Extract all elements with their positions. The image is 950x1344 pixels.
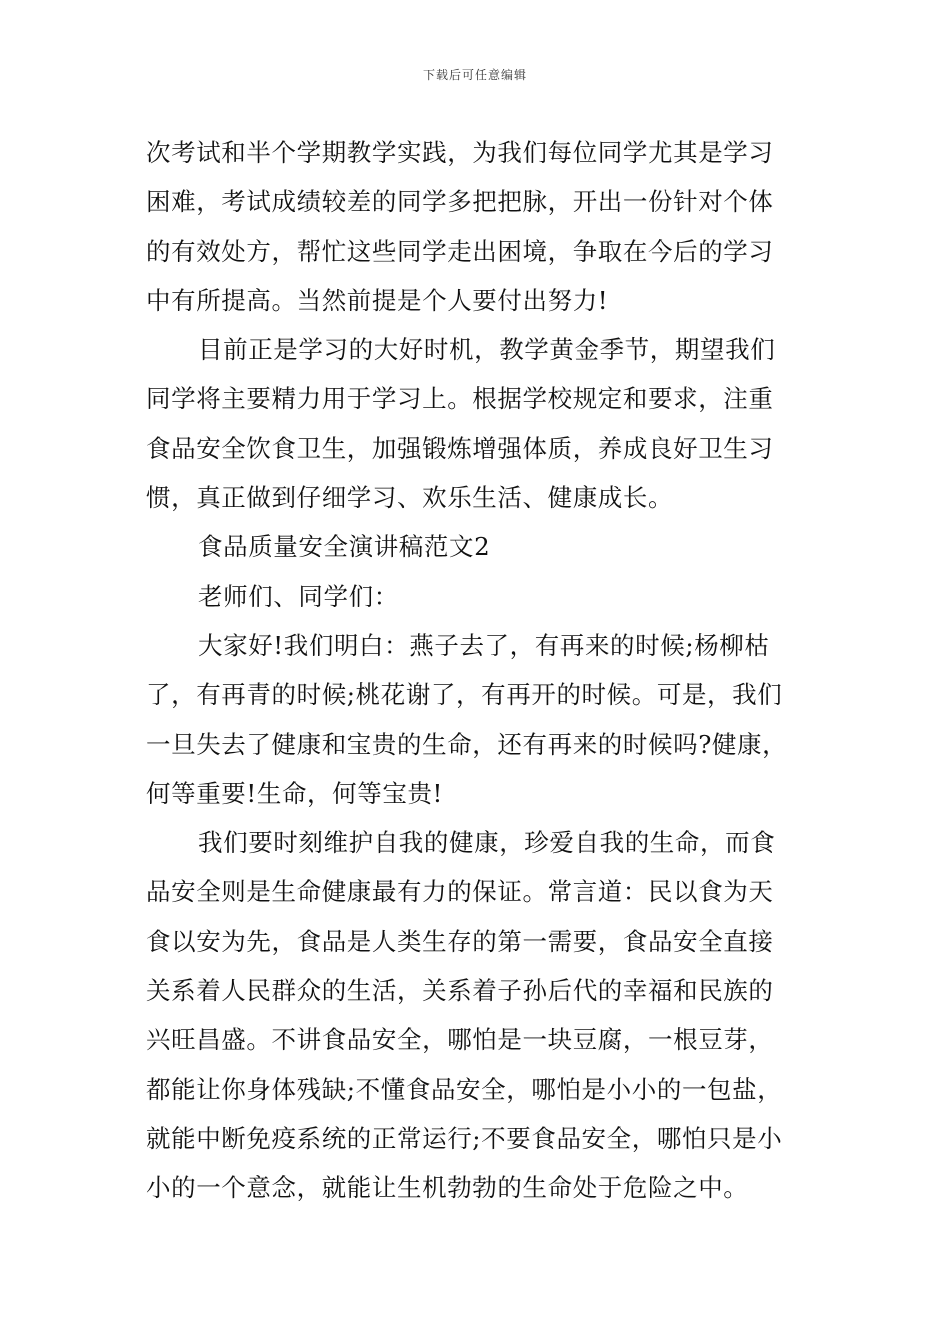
body-text: [146, 128, 808, 1213]
section-title: 食品质量安全演讲稿范文2: [198, 532, 491, 562]
text-line: 就能中断免疫系统的正常运行;不要食品安全，哪怕只是小: [146, 1123, 783, 1153]
header-note: 下载后可任意编辑: [422, 68, 527, 82]
text-line: 都能让你身体残缺;不懂食品安全，哪怕是小小的一包盐，: [146, 1074, 783, 1104]
text-line: 了，有再青的时候;桃花谢了，有再开的时候。可是，我们: [146, 680, 783, 710]
text-line: 何等重要!生命，何等宝贵!: [146, 778, 443, 808]
text-line: 食品安全饮食卫生，加强锻炼增强体质，养成良好卫生习: [146, 433, 774, 463]
text-line: 品安全则是生命健康最有力的保证。常言道：民以食为天: [146, 877, 774, 907]
text-line: 困难，考试成绩较差的同学多把把脉，开出一份针对个体: [146, 187, 774, 217]
text-line: 食以安为先，食品是人类生存的第一需要，食品安全直接: [146, 926, 774, 956]
text-line: 惯，真正做到仔细学习、欢乐生活、健康成长。: [146, 483, 674, 513]
text-line: 同学将主要精力用于学习上。根据学校规定和要求，注重: [146, 384, 774, 414]
text-line: 的有效处方，帮忙这些同学走出困境，争取在今后的学习: [146, 236, 774, 266]
text-line: 大家好!我们明白：燕子去了，有再来的时候;杨柳枯: [198, 630, 770, 660]
text-line: 次考试和半个学期教学实践，为我们每位同学尤其是学习: [146, 138, 774, 167]
text-line: 兴旺昌盛。不讲食品安全，哪怕是一块豆腐，一根豆芽，: [146, 1025, 774, 1055]
text-line: 中有所提高。当然前提是个人要付出努力!: [146, 285, 609, 315]
text-line: 我们要时刻维护自我的健康，珍爱自我的生命，而食: [198, 828, 776, 858]
text-line: 小的一个意念，就能让生机勃勃的生命处于危险之中。: [146, 1173, 749, 1203]
salutation: 老师们、同学们：: [198, 581, 399, 611]
text-line: 关系着人民群众的生活，关系着子孙后代的幸福和民族的: [146, 976, 774, 1006]
text-line: 一旦失去了健康和宝贵的生命，还有再来的时候吗?健康，: [146, 729, 788, 759]
text-line: 目前正是学习的大好时机，教学黄金季节，期望我们: [198, 335, 776, 365]
